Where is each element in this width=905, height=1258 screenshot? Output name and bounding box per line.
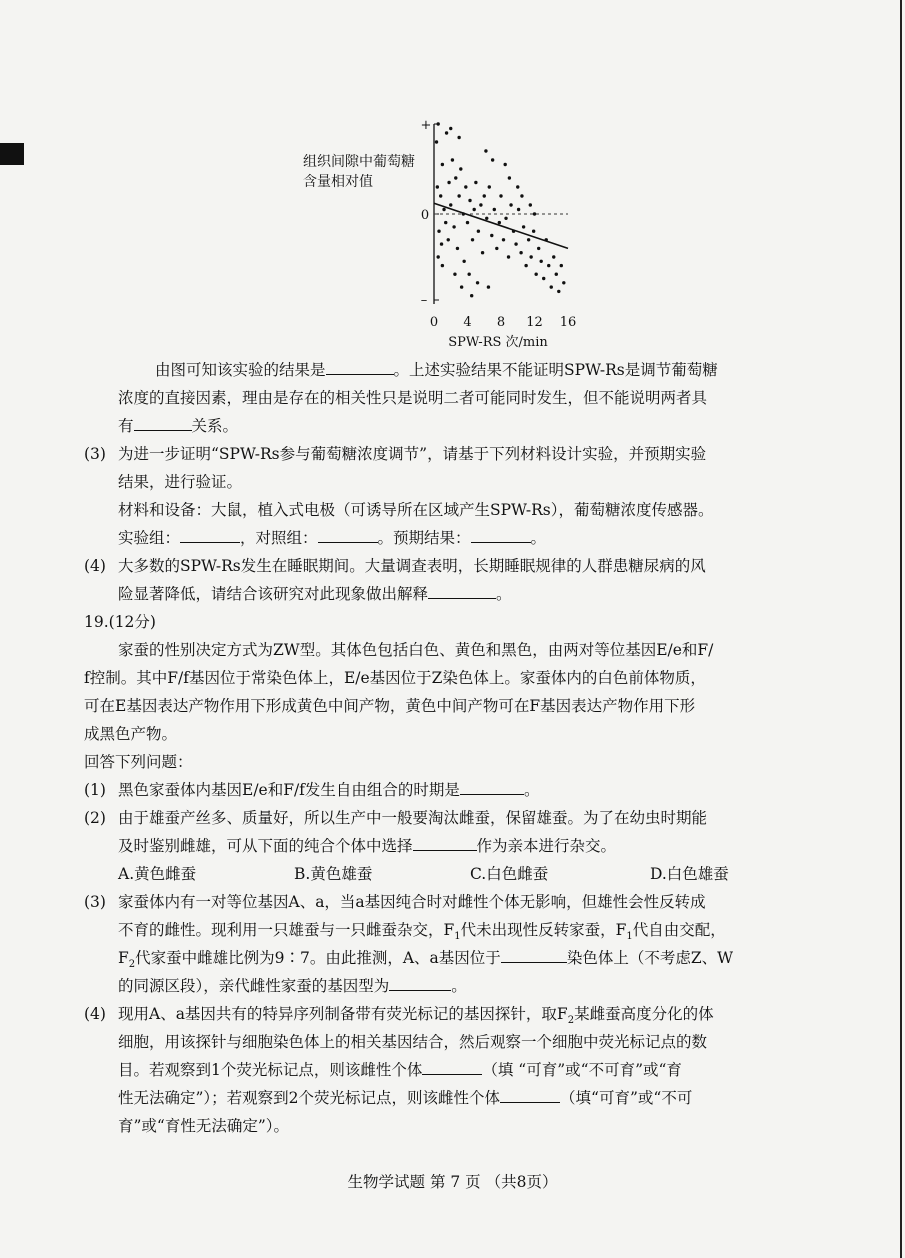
option-c[interactable]: C.白色雌蚕 <box>470 865 549 883</box>
data-point <box>516 185 519 188</box>
answer-prompt: 回答下列问题： <box>84 753 193 771</box>
answer-blank[interactable] <box>326 356 394 375</box>
q3-line2: 结果，进行验证。 <box>118 473 243 491</box>
data-point <box>471 238 474 241</box>
page-footer: 生物学试题 第 7 页 （共8页） <box>347 1173 558 1191</box>
data-point <box>462 260 465 263</box>
data-point <box>550 285 553 288</box>
stem-line3: 可在E基因表达产物作用下形成黄色中间产物，黄色中间产物可在F基因表达产物作用下形 <box>84 697 696 715</box>
data-point <box>504 217 507 220</box>
stem-line1: 家蚕的性别决定方式为ZW型。其体色包括白色、黄色和黑色，由两对等位基因E/e和F/ <box>118 641 714 659</box>
sub4-line2: 细胞，用该探针与细胞染色体上的相关基因结合，然后观察一个细胞中荧光标记点的数 <box>118 1033 708 1051</box>
answer-blank[interactable] <box>460 776 524 795</box>
data-point <box>534 273 537 276</box>
answer-blank-experimental[interactable] <box>180 524 240 543</box>
data-point <box>540 260 543 263</box>
data-point <box>519 251 522 254</box>
black-edge-marker <box>0 143 24 165</box>
data-point <box>503 163 506 166</box>
data-point <box>479 203 482 206</box>
sub4-line1: 现用A、a基因共有的特异序列制备带有荧光标记的基因探针，取$F_2$某雌蚕高度分化的体 <box>118 1005 714 1027</box>
data-point <box>498 221 501 224</box>
data-point <box>441 264 444 267</box>
right-page-border <box>900 0 902 1258</box>
x-tick-label-8: 8 <box>496 315 506 330</box>
data-point <box>508 176 511 179</box>
data-point <box>470 294 473 297</box>
data-point <box>447 238 450 241</box>
data-point <box>449 203 452 206</box>
x-tick-label-12: 12 <box>526 315 543 330</box>
data-point <box>490 234 493 237</box>
q3-line1: 为进一步证明“SPW-Rs参与葡萄糖浓度调节”，请基于下列材料设计实验，并预期实验 <box>118 445 707 463</box>
data-point <box>454 176 457 179</box>
data-point <box>444 221 447 224</box>
data-point <box>476 281 479 284</box>
q3-answer-line: 实验组： ，对照组： 。预期结果： 。 <box>118 524 546 552</box>
scatter-chart <box>298 112 588 352</box>
data-point <box>484 149 487 152</box>
sub3-line1: 家蚕体内有一对等位基因A、a，当a基因纯合时对雌性个体无影响，但雄性会性反转成 <box>118 893 706 911</box>
answer-blank[interactable] <box>500 1084 560 1103</box>
data-point <box>468 199 471 202</box>
sub3-line4: 的同源区段），亲代雌性家蚕的基因型为 。 <box>118 972 467 1000</box>
stem-line2: f控制。其中F/f基因位于常染色体上，E/e基因位于Z染色体上。家蚕体内的白色前体物质， <box>84 669 706 687</box>
sub4-line4: 性无法确定”）；若观察到2个荧光标记点，则该雌性个体 （填“可育”或“不可 <box>118 1084 692 1112</box>
data-point <box>474 181 477 184</box>
data-point <box>466 221 469 224</box>
data-point <box>520 194 523 197</box>
data-point <box>485 217 488 220</box>
data-point <box>436 185 439 188</box>
x-axis-label: SPW-RS 次/min <box>448 335 548 350</box>
data-point <box>483 194 486 197</box>
answer-blank[interactable] <box>389 972 451 991</box>
data-point <box>436 122 439 125</box>
data-point <box>524 264 527 267</box>
data-point <box>487 285 490 288</box>
sub4-line5: 育”或“育性无法确定”）。 <box>118 1117 290 1135</box>
q4-number: (4) <box>84 557 106 575</box>
data-point <box>441 163 444 166</box>
result-line2: 浓度的直接因素，理由是存在的相关性只是说明二者可能同时发生，但不能说明两者具 <box>118 389 708 407</box>
data-point <box>488 185 491 188</box>
answer-blank-control[interactable] <box>318 524 378 543</box>
data-point <box>459 167 462 170</box>
sub1-line: 黑色家蚕体内基因E/e和F/f发生自由组合的时期是 。 <box>118 776 539 804</box>
data-point <box>562 281 565 284</box>
data-point <box>449 127 452 130</box>
q3-materials: 材料和设备：大鼠，植入式电极（可诱导所在区域产生SPW-Rs），葡萄糖浓度传感器。 <box>118 501 714 519</box>
stem-line4: 成黑色产物。 <box>84 725 178 743</box>
sub4-number: (4) <box>84 1005 106 1023</box>
data-point <box>460 285 463 288</box>
data-point <box>451 158 454 161</box>
data-point <box>529 203 532 206</box>
data-point <box>495 247 498 250</box>
data-point <box>457 194 460 197</box>
result-line1: 由图可知该实验的结果是 。上述实验结果不能证明SPW-Rs是调节葡萄糖 <box>155 356 718 384</box>
x-tick-label-4: 4 <box>463 315 472 330</box>
option-a[interactable]: A.黄色雌蚕 <box>118 865 197 883</box>
data-point <box>457 136 460 139</box>
data-point <box>532 230 535 233</box>
data-point <box>522 225 525 228</box>
data-point <box>555 273 558 276</box>
answer-blank-expected[interactable] <box>471 524 531 543</box>
data-point <box>557 290 560 293</box>
data-point <box>442 208 445 211</box>
data-point <box>533 212 536 215</box>
chart-ylabel-line1: 组织间隙中葡萄糖 <box>303 154 415 170</box>
sub4-line3: 目。若观察到1个荧光标记点，则该雌性个体 （填 “可育”或“不可育”或“育 <box>118 1056 682 1084</box>
q4-line1: 大多数的SPW-Rs发生在睡眠期间。大量调查表明，长期睡眠规律的人群患糖尿病的风 <box>118 557 706 575</box>
data-point <box>456 247 459 250</box>
sub2-line2: 及时鉴别雌雄，可从下面的纯合个体中选择 作为亲本进行杂交。 <box>118 832 616 860</box>
data-point <box>435 140 438 143</box>
answer-blank[interactable] <box>422 1056 482 1075</box>
result-line3: 有 关系。 <box>118 412 238 440</box>
option-b[interactable]: B.黄色雄蚕 <box>294 865 373 883</box>
data-point <box>529 255 532 258</box>
chart-ylabel-line2: 含量相对值 <box>303 174 373 190</box>
question-19-heading: 19.(12分) <box>84 613 156 631</box>
sub2-line1: 由于雄蚕产丝多、质量好，所以生产中一般要淘汰雌蚕，保留雄蚕。为了在幼虫时期能 <box>118 809 708 827</box>
data-point <box>445 131 448 134</box>
answer-blank[interactable] <box>413 832 477 851</box>
x-tick-label-0: 0 <box>429 315 439 330</box>
sub1-number: (1) <box>84 781 106 799</box>
data-point <box>537 247 540 250</box>
data-point <box>447 181 450 184</box>
data-point <box>547 264 550 267</box>
data-point <box>560 264 563 267</box>
data-point <box>473 208 476 211</box>
answer-blank[interactable] <box>134 412 192 431</box>
data-point <box>552 255 555 258</box>
sub3-line3: $F_2$代家蚕中雌雄比例为9∶7。由此推测，A、a基因位于 染色体上（不考虑Z、W <box>118 944 733 979</box>
q3-number: (3) <box>84 445 106 463</box>
option-d[interactable]: D.白色雄蚕 <box>650 865 729 883</box>
q4-line2: 险显著降低，请结合该研究对此现象做出解释 。 <box>118 580 512 608</box>
data-point <box>440 242 443 245</box>
answer-blank[interactable] <box>428 580 496 599</box>
data-point <box>502 238 505 241</box>
sub3-number: (3) <box>84 893 106 911</box>
data-point <box>499 194 502 197</box>
data-point <box>452 225 455 228</box>
data-point <box>464 185 467 188</box>
y-tick-plus: + <box>420 118 432 133</box>
data-point <box>491 158 494 161</box>
data-point <box>453 273 456 276</box>
data-point <box>507 255 510 258</box>
data-point <box>437 230 440 233</box>
sub2-number: (2) <box>84 809 106 827</box>
data-point <box>517 208 520 211</box>
y-tick-minus: – <box>420 293 428 308</box>
data-point <box>542 277 545 280</box>
data-point <box>481 251 484 254</box>
data-point <box>477 230 480 233</box>
data-point <box>514 242 517 245</box>
data-point <box>467 273 470 276</box>
data-point <box>509 203 512 206</box>
x-tick-label-16: 16 <box>559 315 577 330</box>
data-point <box>436 255 439 258</box>
answer-blank[interactable] <box>501 944 567 963</box>
sub3-line2: 不育的雌性。现利用一只雄蚕与一只雌蚕杂交，$F_1$代未出现性反转家蚕，$F_1$代自由交配， <box>118 921 726 943</box>
data-point <box>439 194 442 197</box>
data-point <box>527 238 530 241</box>
data-point <box>493 208 496 211</box>
y-tick-zero: 0 <box>420 208 430 223</box>
